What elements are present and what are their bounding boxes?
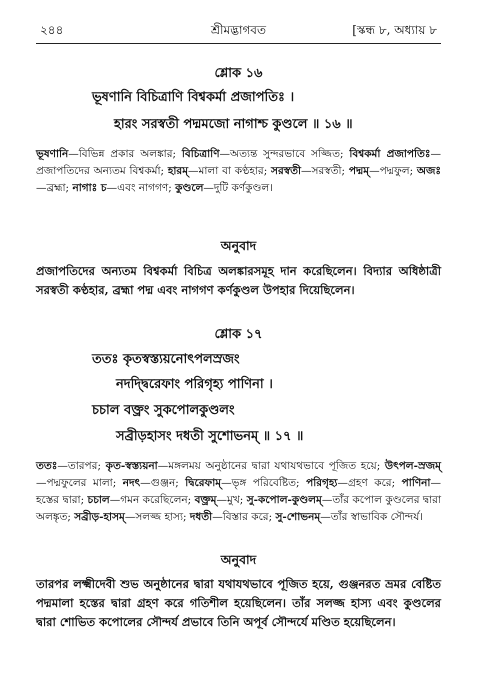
verse-16-translation-label: অনুবাদ	[220, 238, 257, 253]
synonym-meaning: —মালা বা কণ্ঠহার;	[188, 165, 272, 177]
synonym-word: বিশ্বকর্মা প্রজাপতিঃ	[349, 148, 431, 160]
synonym-word: কুণ্ডলে	[175, 182, 204, 194]
synonym-word: হারম্	[167, 165, 189, 177]
synonym-word: পরিগৃহ্য	[306, 477, 338, 489]
synonym-meaning: —তারপর;	[57, 460, 106, 472]
synonym-meaning: —তাঁর কপোল কুণ্ডলের দ্বারা অলঙ্কৃত;	[36, 494, 441, 523]
synonym-meaning: —তাঁর স্বাভাবিক সৌন্দর্য।	[320, 511, 424, 523]
verse-16-translation: প্রজাপতিদের অন্যতম বিশ্বকর্মা বিচিত্র অলঙ্কারসমূহ দান করেছিলেন। বিদ্যার অধিষ্ঠাত্রী সরস্বতী কণ্ঠহার, ব্রহ্মা পদ্ম এবং নাগগণ কর্ণকুণ্ডল উপহার দিয়েছিলেন।	[36, 264, 441, 297]
synonym-word: কৃত-স্বস্ত্যয়না	[105, 460, 158, 472]
synonym-word: সরস্বতী	[271, 165, 302, 177]
synonym-word: চচাল	[87, 494, 110, 506]
verse-17-line-2: নদদ্দ্বিরেফাং পরিগৃহ্য পাণিনা ।	[116, 377, 273, 392]
synonym-word: ততঃ	[36, 460, 58, 472]
verse-16-title: শ্লোক ১৬	[214, 66, 263, 81]
synonym-meaning: —ভৃঙ্গ পরিবেষ্টিত;	[221, 477, 307, 489]
synonym-meaning: —এবং নাগগণ;	[106, 182, 176, 194]
synonym-word: নাগাঃ চ	[72, 182, 107, 194]
verse-17-synonyms	[36, 458, 441, 526]
synonym-word: সু-কপোল-কুণ্ডলম্	[246, 494, 322, 506]
synonym-word: অজঃ	[416, 165, 441, 177]
synonym-meaning: —পদ্মফুলের মালা;	[36, 477, 123, 489]
synonym-word: ভূষণানি	[36, 148, 69, 160]
synonym-word: সব্রীড়-হাসম্	[74, 511, 125, 523]
verse-16-line-1: ভূষণানি বিচিত্রাণি বিশ্বকর্মা প্রজাপতিঃ ।	[92, 90, 295, 105]
page-number: ২৪৪	[40, 23, 64, 37]
synonym-meaning: —বিভিন্ন প্রকার অলঙ্কার;	[68, 148, 182, 160]
synonym-word: বিচিত্রাণি	[181, 148, 220, 160]
book-title: শ্রীমদ্ভাগবত	[210, 23, 266, 37]
synonym-meaning: —হস্তের দ্বারা;	[36, 477, 441, 506]
synonym-meaning: —বিস্তার করে;	[212, 511, 276, 523]
verse-17-translation: তারপর লক্ষ্মীদেবী শুভ অনুষ্ঠানের দ্বারা যথাযথভাবে পূজিত হয়ে, গুঞ্জনরত ভ্রমর বেষ্টিত পদ্মমালা হস্তের দ্বারা গ্রহণ করে গতিশীল হয়েছিলেন। তাঁর সলজ্জ হাস্য এবং কুণ্ডলের দ্বারা শোভিত কপোলের সৌন্দর্য প্রভাবে তিনি অপূর্ব সৌন্দর্যে মণ্ডিত হয়েছিলেন।	[36, 577, 441, 629]
synonym-meaning: —মঙ্গলময় অনুষ্ঠানের দ্বারা যথাযথভাবে পূজিত হয়ে;	[157, 460, 385, 472]
synonym-word: দধতী	[189, 511, 213, 523]
synonym-meaning: —সরস্বতী;	[301, 165, 349, 177]
verse-17-line-3: চচাল বক্ত্রং সুকপোলকুণ্ডলং	[92, 403, 235, 418]
synonym-meaning: —দুটি কর্ণকুণ্ডল।	[203, 182, 274, 194]
synonym-meaning: —পদ্মফুল;	[369, 165, 417, 177]
synonym-meaning: —মুখ;	[216, 494, 247, 506]
verse-17-title: শ্লোক ১৭	[214, 327, 263, 342]
page-header	[40, 22, 437, 42]
synonym-meaning: —সলজ্জ হাস্য;	[124, 511, 190, 523]
synonym-word: উৎপল-স্রজম্	[384, 460, 441, 472]
synonym-meaning: —গমন করেছিলেন;	[109, 494, 195, 506]
verse-16-synonyms	[36, 146, 441, 197]
verse-17-line-1: ততঃ কৃতস্বস্ত্যয়নোৎপলস্রজং	[92, 352, 240, 367]
verse-16-line-2: হারং সরস্বতী পদ্মমজো নাগাশ্চ কুণ্ডলে ॥ ১৬ ॥	[114, 117, 353, 132]
synonym-word: পাণিনা	[401, 477, 431, 489]
synonym-word: সু-শোভনম্	[275, 511, 321, 523]
synonym-word: নদৎ	[122, 477, 141, 489]
synonym-word: পদ্মম্	[348, 165, 370, 177]
synonym-meaning: —প্রজাপতিদের অন্যতম বিশ্বকর্মা;	[36, 148, 441, 177]
synonym-meaning: —অত্যন্ত সুন্দরভাবে সজ্জিত;	[219, 148, 350, 160]
verse-17-line-4: সব্রীড়হাসং দধতী সুশোভনম্ ॥ ১৭ ॥	[116, 429, 304, 444]
synonym-meaning: —গ্রহণ করে;	[337, 477, 402, 489]
synonym-meaning: —গুঞ্জন;	[140, 477, 186, 489]
synonym-meaning: —ব্রহ্মা;	[36, 182, 73, 194]
verse-17-translation-label: অনুবাদ	[220, 552, 257, 567]
synonym-word: দ্বিরেফাম্	[185, 477, 222, 489]
chapter-reference: [স্কন্ধ ৮, অধ্যায় ৮	[352, 23, 437, 37]
header-divider	[36, 43, 441, 44]
synonym-word: বক্ত্রম্	[194, 494, 217, 506]
